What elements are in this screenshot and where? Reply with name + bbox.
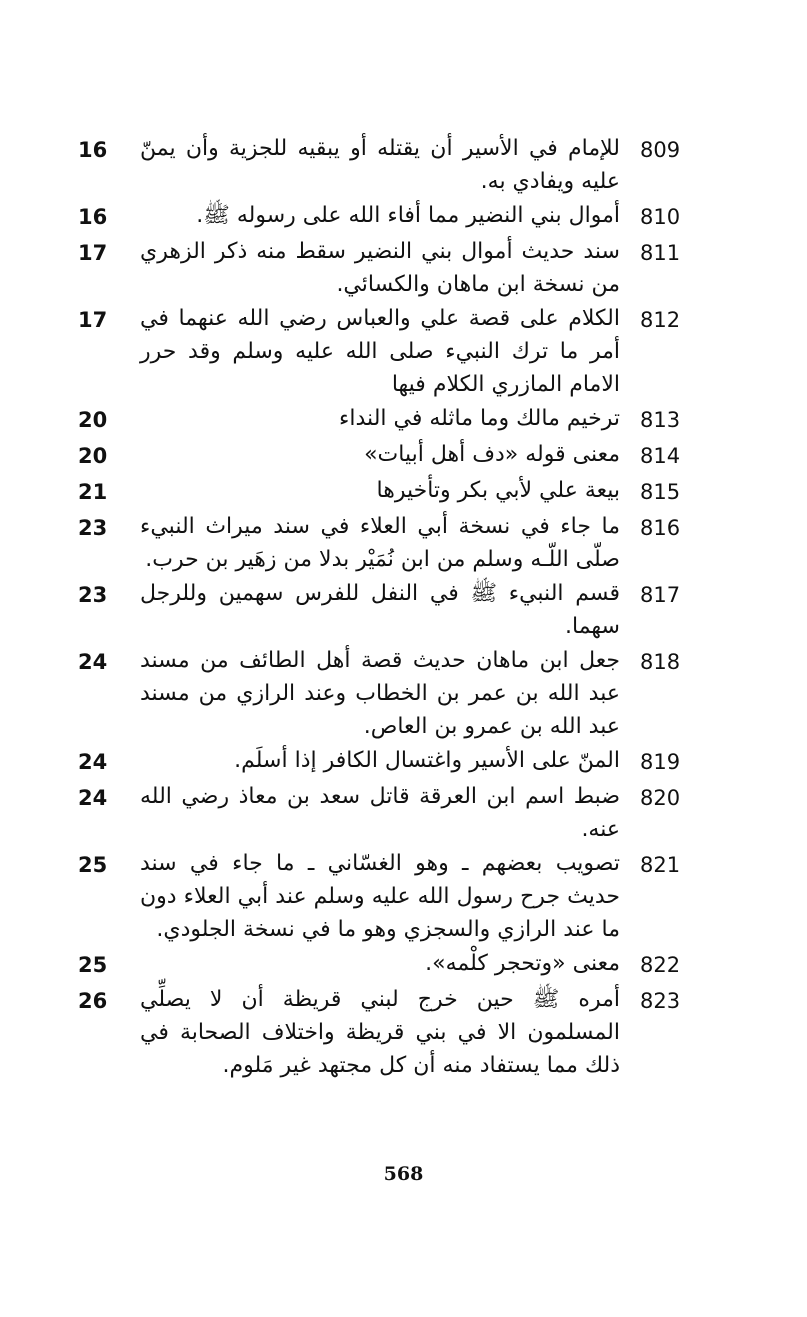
entry-text: بيعة علي لأبي بكر وتأخيرها: [376, 478, 620, 503]
index-entry: [70, 474, 700, 509]
entry-page-ref: 23: [78, 583, 108, 607]
entry-text: تصويب بعضهم ـ وهو الغسّاني ـ ما جاء في سند حديث جرح رسول الله عليه وسلم عند أبي العلاء دون ما عند الرازي والسجزي وهو ما في نسخة الجلودي.: [140, 851, 620, 942]
index-entry: [70, 947, 700, 982]
index-list: [70, 132, 700, 1083]
entry-text: ضبط اسم ابن العرقة قاتل سعد بن معاذ رضي الله عنه.: [140, 784, 620, 842]
entry-number: 810: [640, 205, 681, 229]
entry-number: 822: [640, 953, 681, 977]
entry-page-ref: 16: [78, 205, 108, 229]
entry-page-ref: 24: [78, 786, 108, 810]
entry-number: 814: [640, 444, 681, 468]
entry-page-ref: 17: [78, 308, 108, 332]
entry-page-ref: 17: [78, 241, 108, 265]
index-entry: [70, 402, 700, 437]
entry-page-ref: 23: [78, 516, 108, 540]
entry-text: المنّ على الأسير واغتسال الكافر إذا أسلَم.: [234, 748, 620, 773]
entry-text: أموال بني النضير مما أفاء الله على رسوله ﷺ.: [196, 203, 620, 228]
index-entry: [70, 302, 700, 401]
entry-text: الكلام على قصة علي والعباس رضي الله عنهما في أمر ما ترك النبيء صلى الله عليه وسلم وقد حرر الامام المازري الكلام فيها: [140, 306, 620, 397]
index-entry: [70, 577, 700, 643]
entry-text: قسم النبيء ﷺ في النفل للفرس سهمين وللرجل سهما.: [140, 581, 620, 639]
entry-page-ref: 25: [78, 853, 108, 877]
entry-number: 816: [640, 516, 681, 540]
entry-number: 818: [640, 650, 681, 674]
index-entry: [70, 744, 700, 779]
page-number: 568: [383, 1163, 424, 1185]
entry-page-ref: 25: [78, 953, 108, 977]
entry-number: 821: [640, 853, 681, 877]
entry-text: معنى قوله «دف أهل أبيات»: [364, 442, 620, 467]
index-entry: [70, 199, 700, 234]
entry-text: أمره ﷺ حين خرج لبني قريظة أن لا يصلِّي المسلمون الا في بني قريظة واختلاف الصحابة في ذلك مما يستفاد منه أن كل مجتهد غير مَلوم.: [140, 987, 620, 1078]
entry-text: ترخيم مالك وما ماثله في النداء: [339, 406, 620, 431]
index-entry: [70, 132, 700, 198]
entry-page-ref: 20: [78, 408, 108, 432]
entry-page-ref: 16: [78, 138, 108, 162]
index-entry: [70, 510, 700, 576]
entry-number: 817: [640, 583, 681, 607]
entry-number: 823: [640, 989, 681, 1013]
entry-page-ref: 20: [78, 444, 108, 468]
entry-text: ما جاء في نسخة أبي العلاء في سند ميراث النبيء صلّى اللّـه وسلم من ابن نُمَيْر بدلا من زهَير بن حرب.: [140, 514, 620, 572]
entry-number: 809: [640, 138, 681, 162]
entry-number: 813: [640, 408, 681, 432]
index-entry: [70, 644, 700, 743]
index-entry: [70, 983, 700, 1082]
index-entry: [70, 780, 700, 846]
entry-text: معنى «وتحجر كلْمه».: [425, 951, 620, 976]
entry-number: 815: [640, 480, 681, 504]
entry-page-ref: 24: [78, 750, 108, 774]
index-entry: [70, 235, 700, 301]
index-entry: [70, 438, 700, 473]
entry-number: 811: [640, 241, 681, 265]
entry-text: للإمام في الأسير أن يقتله أو يبقيه للجزية وأن يمنّ عليه ويفادي به.: [140, 136, 620, 194]
entry-number: 812: [640, 308, 681, 332]
entry-page-ref: 26: [78, 989, 108, 1013]
entry-number: 820: [640, 786, 681, 810]
entry-text: سند حديث أموال بني النضير سقط منه ذكر الزهري من نسخة ابن ماهان والكسائي.: [140, 239, 620, 297]
entry-number: 819: [640, 750, 681, 774]
index-entry: [70, 847, 700, 946]
entry-page-ref: 24: [78, 650, 108, 674]
entry-text: جعل ابن ماهان حديث قصة أهل الطائف من مسند عبد الله بن عمر بن الخطاب وعند الرازي من مسند عبد الله بن عمرو بن العاص.: [140, 648, 620, 739]
entry-page-ref: 21: [78, 480, 108, 504]
